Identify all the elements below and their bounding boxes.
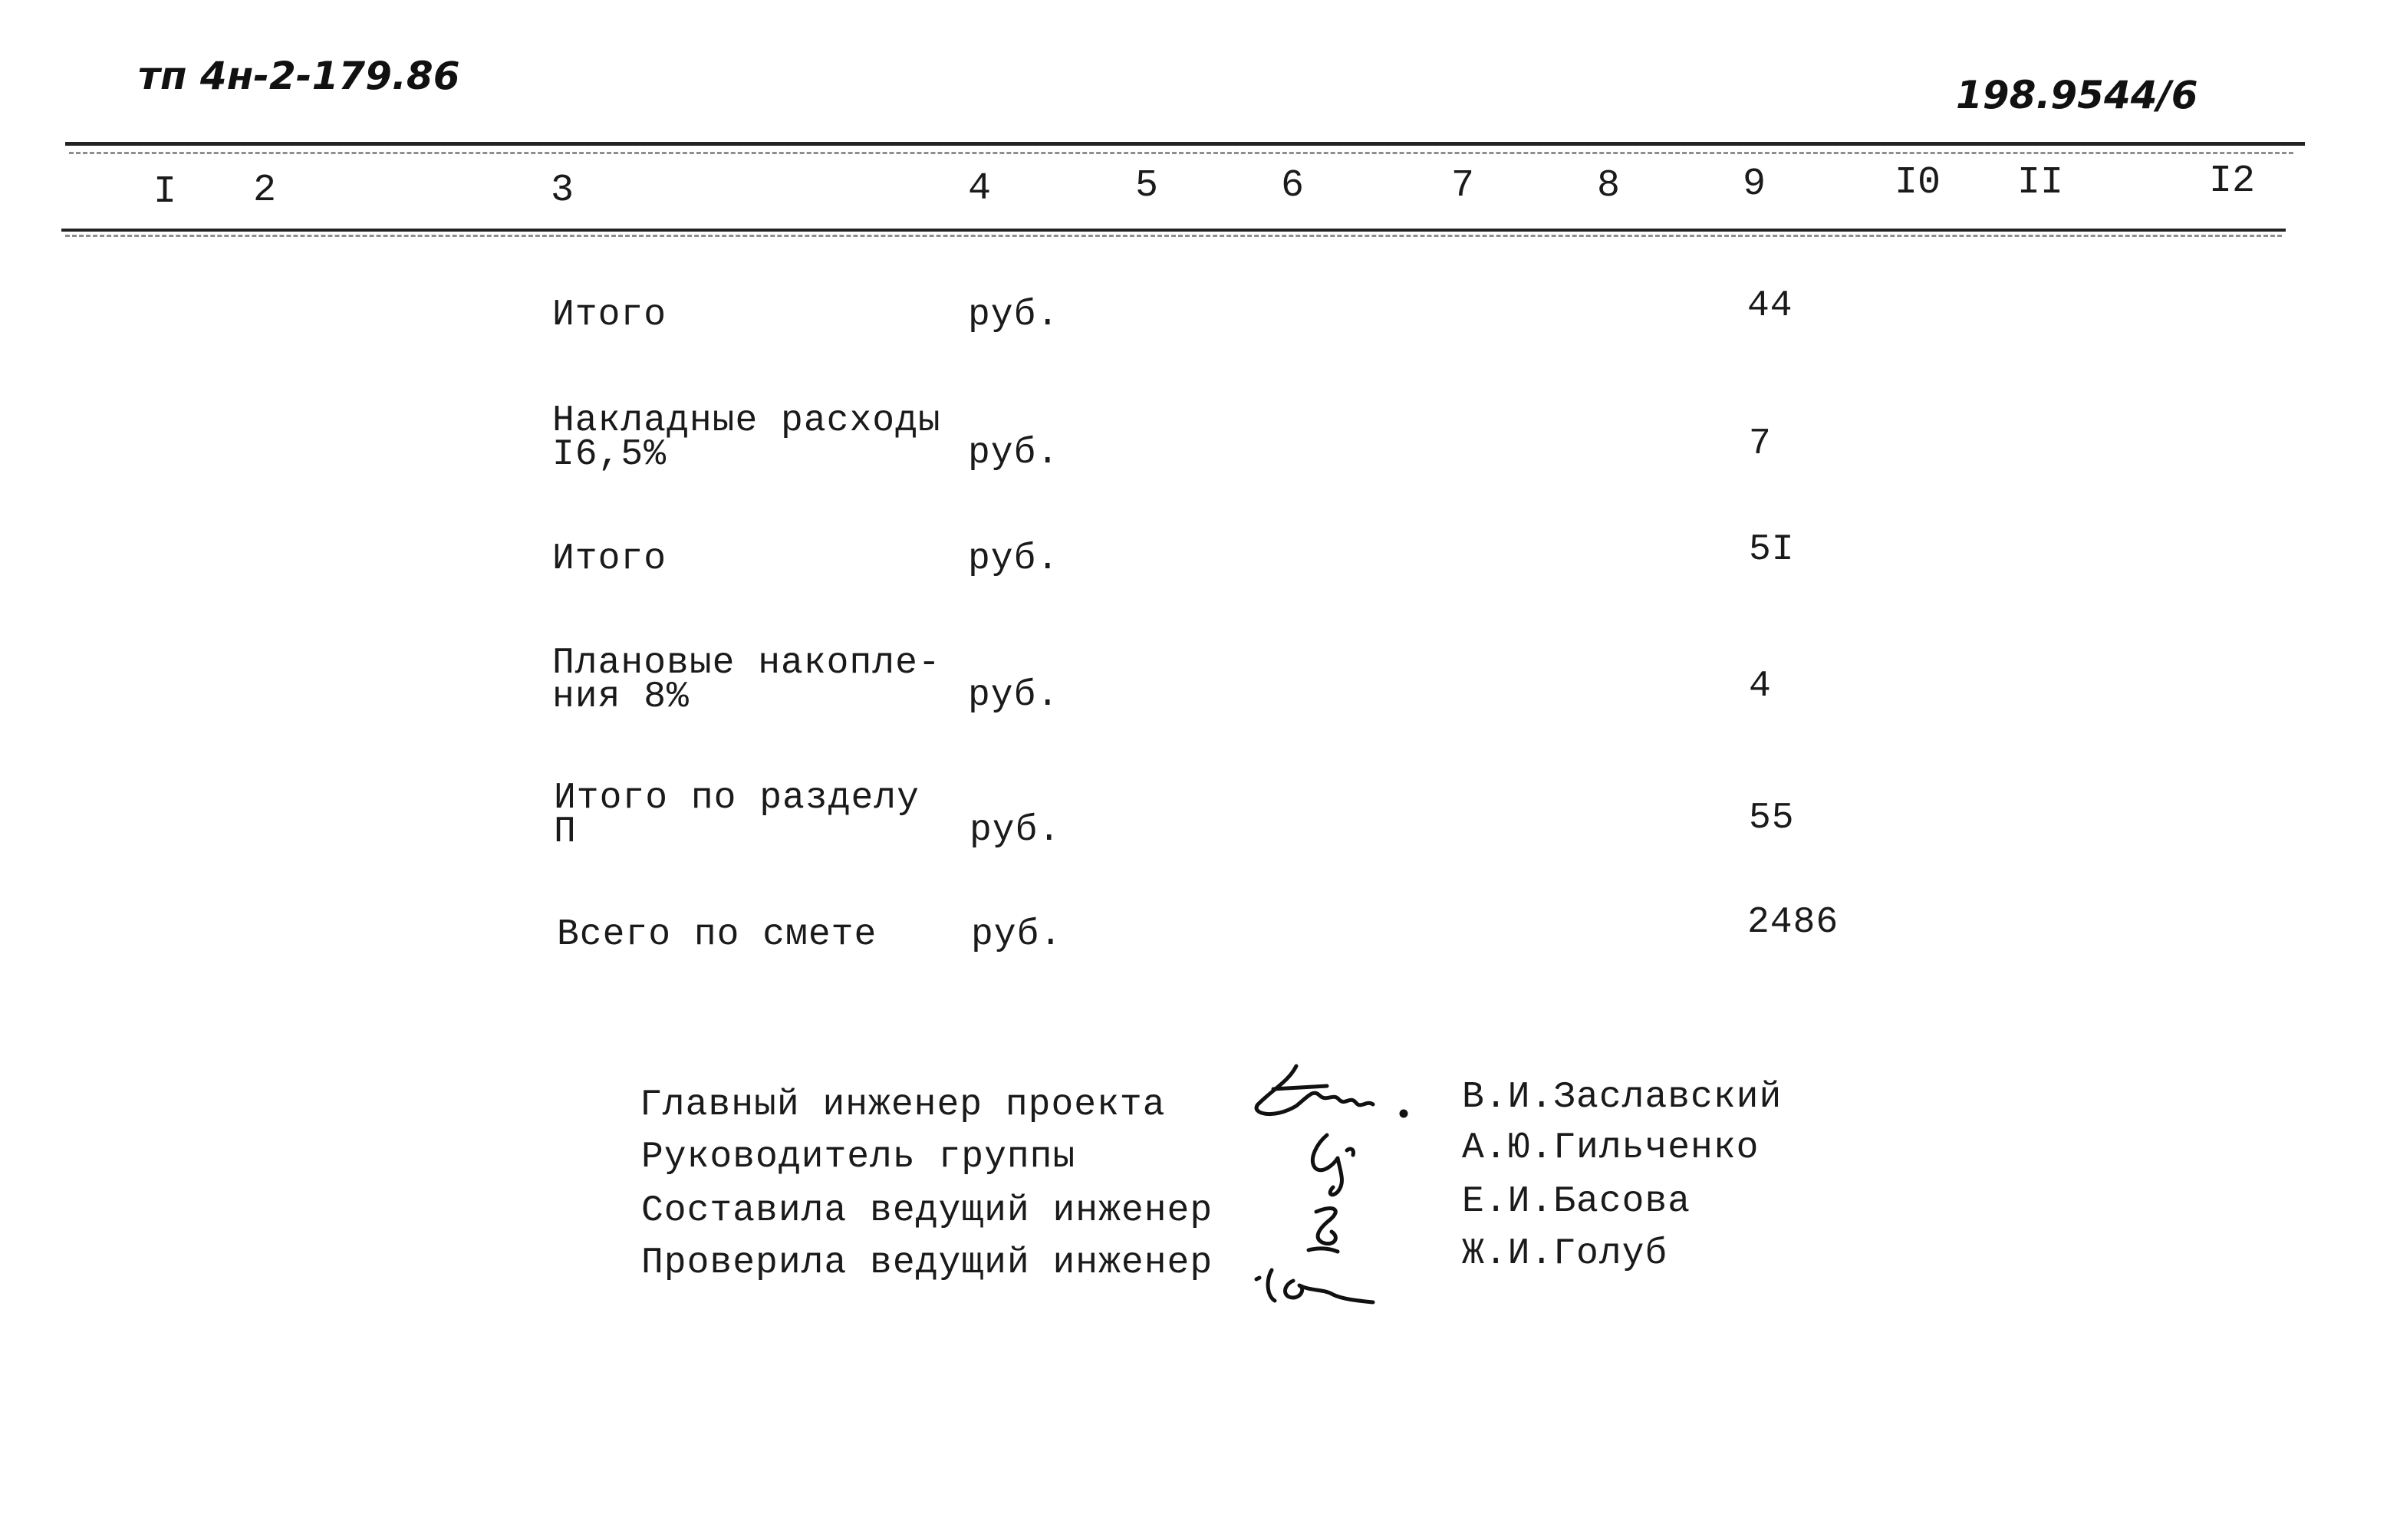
signature-mark: [1347, 1149, 1353, 1155]
signature-mark: [1268, 1270, 1275, 1301]
row-label: Итого: [552, 295, 667, 336]
row-unit: руб.: [968, 433, 1060, 474]
row-unit: руб.: [970, 810, 1062, 851]
column-number: 4: [968, 167, 992, 211]
row-label: Плановые накопле-: [552, 643, 941, 684]
row-label-continuation: ния 8%: [552, 676, 690, 718]
column-number: 9: [1743, 163, 1766, 206]
row-value: 44: [1747, 285, 1793, 327]
column-number: 2: [253, 169, 277, 212]
row-value: 4: [1749, 666, 1772, 707]
signature-mark: [1309, 1249, 1338, 1252]
document-code-left: тп 4н-2-179.86: [138, 54, 460, 98]
row-unit: руб.: [968, 538, 1060, 580]
header-top-rule: [65, 142, 2305, 146]
signature-role: Составила ведущий инженер: [641, 1190, 1213, 1232]
row-label: Итого по разделу: [554, 778, 920, 819]
row-label-continuation: I6,5%: [552, 434, 667, 475]
signature-mark: [1286, 1281, 1374, 1302]
handwritten-signatures: [1243, 1058, 1442, 1319]
signature-role: Главный инженер проекта: [640, 1084, 1166, 1126]
column-number: 5: [1135, 164, 1159, 208]
column-number: 8: [1597, 164, 1621, 208]
column-number: 3: [551, 169, 574, 212]
signature-name: Е.И.Басова: [1462, 1181, 1691, 1222]
signature-name: Ж.И.Голуб: [1462, 1233, 1668, 1275]
row-label: Всего по смете: [557, 914, 877, 956]
signature-mark: [1316, 1209, 1335, 1244]
row-value: 7: [1749, 423, 1772, 465]
column-number: 7: [1451, 164, 1475, 208]
document-code-right: 198.9544/6: [1956, 73, 2198, 117]
column-number: 6: [1281, 164, 1305, 208]
signature-mark: [1401, 1111, 1406, 1116]
header-bottom-rule: [61, 229, 2286, 232]
row-unit: руб.: [968, 295, 1060, 336]
row-label: Накладные расходы: [552, 400, 941, 442]
row-unit: руб.: [971, 914, 1063, 956]
signature-name: А.Ю.Гильченко: [1462, 1127, 1760, 1169]
row-value: 2486: [1747, 902, 1839, 943]
signature-name: В.И.Заславский: [1462, 1077, 1783, 1118]
column-number: II: [2017, 161, 2064, 205]
signature-role: Руководитель группы: [641, 1137, 1076, 1178]
row-value: 5I: [1749, 529, 1795, 571]
row-label: Итого: [552, 538, 667, 580]
row-value: 55: [1749, 798, 1795, 839]
header-bottom-rule-texture: [65, 235, 2282, 237]
signature-role: Проверила ведущий инженер: [641, 1242, 1213, 1284]
signature-mark: [1256, 1278, 1259, 1279]
column-number: I: [153, 170, 177, 214]
column-number: I0: [1895, 161, 1941, 205]
row-unit: руб.: [968, 675, 1060, 716]
header-top-rule-texture: [69, 152, 2293, 154]
row-label-continuation: П: [554, 811, 577, 853]
signature-mark: [1312, 1135, 1342, 1195]
column-number: I2: [2209, 160, 2256, 203]
